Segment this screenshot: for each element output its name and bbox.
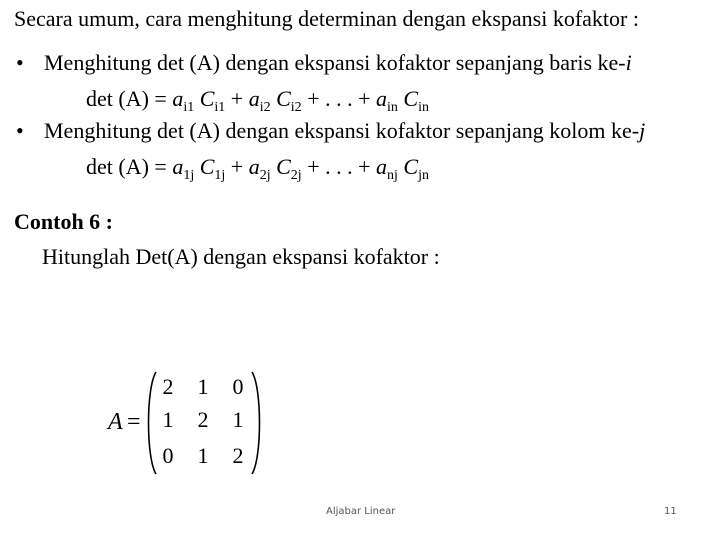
- term-a: a: [248, 86, 260, 111]
- term-sub: 1j: [183, 168, 195, 183]
- matrix-equals: =: [127, 409, 141, 435]
- term-c: C: [276, 86, 291, 111]
- term-c: C: [403, 154, 419, 179]
- term-a: a: [376, 154, 388, 179]
- formula-plus: +: [225, 154, 249, 179]
- term-sub: i2: [259, 100, 271, 115]
- left-bracket: [149, 372, 157, 474]
- term-a: a: [376, 86, 388, 111]
- term-a: a: [172, 154, 184, 179]
- term-c: C: [199, 154, 215, 179]
- term-sub: 2j: [259, 168, 271, 183]
- term-sub: i1: [183, 100, 195, 115]
- col-index-var: j: [639, 118, 646, 143]
- term-c: C: [276, 154, 291, 179]
- right-bracket: [252, 372, 260, 474]
- matrix-cell: 0: [162, 443, 174, 468]
- term-sub: 1j: [214, 168, 226, 183]
- matrix-cell: 2: [232, 443, 244, 468]
- col-expansion-formula: [86, 154, 429, 183]
- page-number: 11: [664, 506, 677, 517]
- term-a: a: [248, 154, 260, 179]
- formula-dots: + . . . +: [301, 86, 377, 111]
- term-c: C: [403, 86, 419, 111]
- matrix-cell: 1: [197, 374, 209, 399]
- matrix-cell: 2: [197, 407, 209, 432]
- term-sub: i1: [214, 100, 226, 115]
- matrix-cell: 0: [232, 374, 244, 399]
- formula-lhs: det (A) =: [86, 86, 173, 111]
- term-sub: in: [387, 100, 398, 115]
- matrix-label: A: [108, 409, 123, 435]
- example-instruction: Hitunglah Det(A) dengan ekspansi kofaktor :: [42, 244, 440, 269]
- term-sub: nj: [387, 168, 398, 183]
- term-sub: in: [418, 100, 429, 115]
- bullet-row-text: [44, 50, 632, 76]
- row-expansion-formula: [86, 86, 429, 115]
- formula-dots: + . . . +: [301, 154, 377, 179]
- term-sub: 2j: [290, 168, 302, 183]
- bullet-icon: •: [16, 118, 24, 143]
- bullet-text: Menghitung det (A) dengan ekspansi kofaktor sepanjang kolom ke-: [44, 118, 640, 143]
- bullet-icon: •: [16, 50, 24, 75]
- row-index-var: i: [625, 50, 632, 75]
- bullet-col-text: [44, 118, 645, 144]
- matrix-cell: 2: [162, 374, 174, 399]
- term-c: C: [199, 86, 215, 111]
- term-sub: i2: [290, 100, 302, 115]
- example-title: Contoh 6 :: [14, 209, 114, 234]
- formula-lhs: det (A) =: [86, 154, 173, 179]
- matrix-cell: 1: [197, 443, 209, 468]
- term-a: a: [172, 86, 184, 111]
- matrix-cell: 1: [232, 407, 244, 432]
- matrix-cell: 1: [162, 407, 174, 432]
- bullet-text: Menghitung det (A) dengan ekspansi kofaktor sepanjang baris ke-: [44, 50, 626, 75]
- formula-plus: +: [225, 86, 249, 111]
- intro-text: Secara umum, cara menghitung determinan dengan ekspansi kofaktor :: [14, 6, 639, 31]
- footer-course: Aljabar Linear: [326, 506, 396, 517]
- term-sub: jn: [418, 168, 429, 183]
